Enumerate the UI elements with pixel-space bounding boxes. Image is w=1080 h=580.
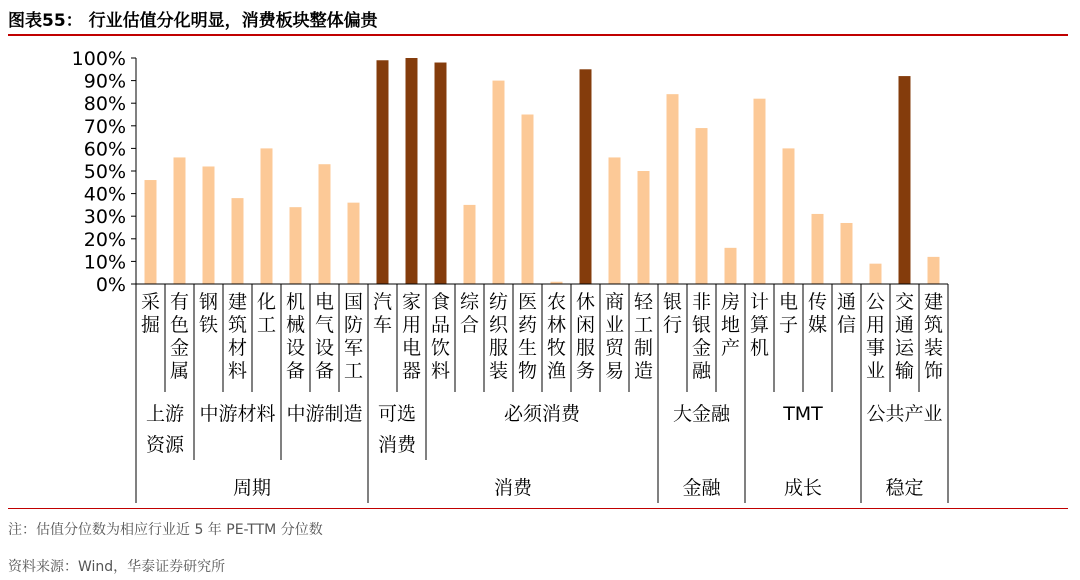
category-label-钢铁: 钢铁 <box>198 291 219 336</box>
bar-轻工制造 <box>638 171 650 284</box>
bar-国防军工 <box>348 203 360 284</box>
category-label-商业贸易: 商业贸易 <box>604 291 625 382</box>
category-label-机械设备: 机械设备 <box>285 291 306 382</box>
bar-银行 <box>667 94 679 284</box>
category-label-房地产: 房地产 <box>720 291 741 359</box>
category-label-公用事业: 公用事业 <box>865 291 886 382</box>
y-tick-label: 0% <box>95 274 126 296</box>
bar-纺织服装 <box>493 81 505 284</box>
y-tick-label: 90% <box>83 70 126 93</box>
category-label-家用电器: 家用电器 <box>401 291 422 382</box>
y-tick-label: 50% <box>83 161 126 183</box>
bar-汽车 <box>377 60 389 284</box>
bar-公用事业 <box>870 264 882 284</box>
group-label-成长: 成长 <box>783 477 823 499</box>
subgroup-label-公共产业: 公共产业 <box>866 403 943 425</box>
category-label-非银金融: 非银金融 <box>691 291 712 382</box>
category-label-银行: 银行 <box>662 291 683 336</box>
group-label-周期: 周期 <box>232 477 272 499</box>
category-label-建筑装饰: 建筑装饰 <box>923 291 944 382</box>
bar-钢铁 <box>203 166 215 284</box>
bar-机械设备 <box>290 207 302 284</box>
bar-电气设备 <box>319 164 331 284</box>
category-label-医药生物: 医药生物 <box>517 291 538 382</box>
y-tick-label: 60% <box>83 138 126 161</box>
bar-有色金属 <box>174 157 186 284</box>
subgroup-label-必须消费: 必须消费 <box>503 403 581 425</box>
category-label-化工: 化工 <box>256 291 277 336</box>
bar-传媒 <box>812 214 824 284</box>
bar-建筑材料 <box>232 198 244 284</box>
subgroup-label-可选消费: 可选消费 <box>377 403 417 456</box>
y-tick-label: 10% <box>83 251 126 274</box>
group-label-消费: 消费 <box>493 477 533 499</box>
y-tick-label: 80% <box>83 93 126 116</box>
category-label-轻工制造: 轻工制造 <box>633 291 654 382</box>
figure-title: 图表55： 行业估值分化明显，消费板块整体偏贵 <box>8 11 378 31</box>
category-label-通信: 通信 <box>836 291 857 336</box>
bar-交通运输 <box>899 76 911 284</box>
bar-房地产 <box>725 248 737 284</box>
category-label-农林牧渔: 农林牧渔 <box>546 291 567 382</box>
group-label-金融: 金融 <box>682 477 721 499</box>
y-tick-label: 70% <box>83 115 126 138</box>
category-label-有色金属: 有色金属 <box>169 291 190 382</box>
bar-采掘 <box>145 180 157 284</box>
category-label-综合: 综合 <box>459 291 480 336</box>
bar-商业贸易 <box>609 157 621 284</box>
category-label-食品饮料: 食品饮料 <box>430 291 451 382</box>
bar-建筑装饰 <box>928 257 940 284</box>
figure-note: 注：估值分位数为相应行业近 5 年 PE-TTM 分位数 <box>8 522 323 538</box>
bar-综合 <box>464 205 476 284</box>
bar-医药生物 <box>522 115 534 285</box>
bar-化工 <box>261 148 273 284</box>
category-label-纺织服装: 纺织服装 <box>488 291 509 382</box>
bar-通信 <box>841 223 853 284</box>
subgroup-label-TMT: TMT <box>783 403 823 425</box>
bar-非银金融 <box>696 128 708 284</box>
category-label-休闲服务: 休闲服务 <box>575 291 596 382</box>
category-label-国防军工: 国防军工 <box>343 291 364 382</box>
subgroup-label-上游资源: 上游资源 <box>145 403 185 456</box>
group-label-稳定: 稳定 <box>885 477 924 499</box>
category-label-电气设备: 电气设备 <box>314 291 335 382</box>
bar-食品饮料 <box>435 63 447 284</box>
bar-计算机 <box>754 99 766 284</box>
bar-家用电器 <box>406 58 418 284</box>
subgroup-label-中游制造: 中游制造 <box>286 403 363 425</box>
category-label-建筑材料: 建筑材料 <box>227 291 248 382</box>
bar-休闲服务 <box>580 69 592 284</box>
y-tick-label: 30% <box>83 206 126 229</box>
subgroup-label-中游材料: 中游材料 <box>199 403 276 425</box>
category-label-汽车: 汽车 <box>372 291 393 336</box>
category-label-计算机: 计算机 <box>749 291 770 359</box>
category-label-电子: 电子 <box>778 291 799 336</box>
figure-source: 资料来源：Wind，华泰证券研究所 <box>8 559 226 575</box>
category-label-采掘: 采掘 <box>140 291 161 336</box>
category-label-交通运输: 交通运输 <box>894 291 915 382</box>
category-label-传媒: 传媒 <box>807 291 828 336</box>
y-tick-label: 20% <box>83 228 126 251</box>
y-tick-label: 100% <box>71 48 126 70</box>
subgroup-label-大金融: 大金融 <box>672 403 731 425</box>
y-tick-label: 40% <box>83 183 126 206</box>
bar-电子 <box>783 148 795 284</box>
footer-rule <box>8 508 1068 509</box>
